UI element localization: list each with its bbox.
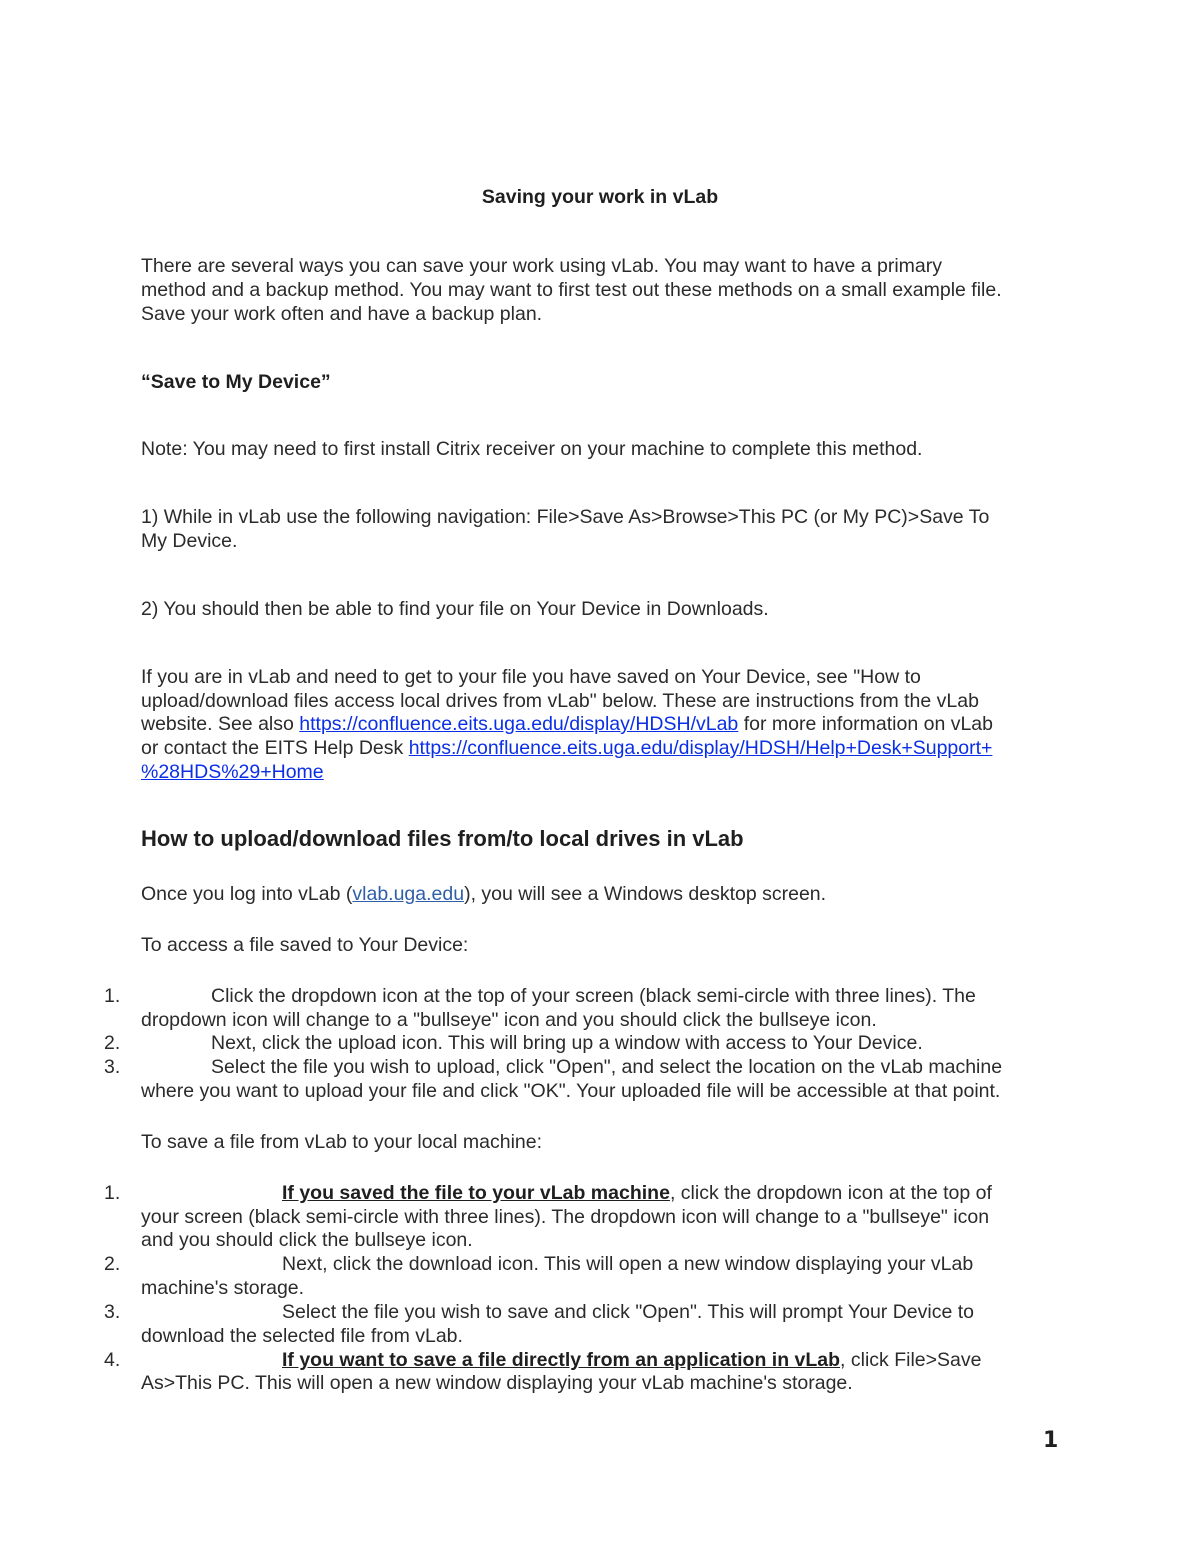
info-paragraph-line bbox=[141, 760, 324, 784]
vlab-link[interactable]: vlab.uga.edu bbox=[352, 883, 465, 905]
step-1-line: 1) While in vLab use the following navigation: File>Save As>Browse>This PC (or My PC)>Save To bbox=[141, 506, 990, 528]
emphasis-text: If you want to save a file directly from an application in vLab bbox=[282, 1349, 841, 1371]
list-number: 3. bbox=[104, 1056, 121, 1078]
list-number: 2. bbox=[104, 1253, 121, 1275]
login-line bbox=[141, 882, 826, 906]
list-item-line: Select the file you wish to save and click "Open". This will prompt Your Device to bbox=[282, 1301, 974, 1323]
login-text: Once you log into vLab ( bbox=[141, 883, 353, 905]
access-heading: To access a file saved to Your Device: bbox=[141, 934, 469, 956]
list-item-line: Next, click the upload icon. This will bring up a window with access to Your Device. bbox=[211, 1032, 923, 1054]
login-text: ), you will see a Windows desktop screen. bbox=[464, 883, 827, 905]
note-text: Note: You may need to first install Citrix receiver on your machine to complete this method. bbox=[141, 438, 923, 460]
help-desk-link[interactable]: https://confluence.eits.uga.edu/display/HDSH/Help+Desk+Support+ bbox=[408, 737, 993, 759]
how-to-heading: How to upload/download files from/to local drives in vLab bbox=[141, 826, 744, 851]
list-item-line: As>This PC. This will open a new window displaying your vLab machine's storage. bbox=[141, 1372, 853, 1394]
vlab-confluence-link[interactable]: https://confluence.eits.uga.edu/display/HDSH/vLab bbox=[299, 713, 739, 735]
list-item-text: , click the dropdown icon at the top of bbox=[669, 1182, 992, 1204]
info-paragraph-line: upload/download files access local drives from vLab" below. These are instructions from the vLab bbox=[141, 690, 979, 712]
list-item-line: machine's storage. bbox=[141, 1277, 305, 1299]
list-item-line: Next, click the download icon. This will open a new window displaying your vLab bbox=[282, 1253, 974, 1275]
list-item-line bbox=[282, 1181, 992, 1205]
step-1-line: My Device. bbox=[141, 530, 238, 552]
list-number: 1. bbox=[104, 985, 121, 1007]
info-paragraph-line bbox=[141, 736, 992, 760]
list-item-line: Select the file you wish to upload, click "Open", and select the location on the vLab machine bbox=[211, 1056, 1003, 1078]
list-number: 2. bbox=[104, 1032, 121, 1054]
list-item-line: download the selected file from vLab. bbox=[141, 1325, 463, 1347]
intro-line: Save your work often and have a backup plan. bbox=[141, 303, 543, 325]
list-item-line: dropdown icon will change to a "bullseye" icon and you should click the bullseye icon. bbox=[141, 1009, 877, 1031]
list-number: 3. bbox=[104, 1301, 121, 1323]
list-item-text: , click File>Save bbox=[840, 1349, 982, 1371]
emphasis-text: If you saved the file to your vLab machine bbox=[282, 1182, 670, 1204]
list-item-line: your screen (black semi-circle with three lines). The dropdown icon will change to a "bullseye" icon bbox=[141, 1206, 990, 1228]
page-title: Saving your work in vLab bbox=[481, 186, 719, 208]
list-number: 1. bbox=[104, 1182, 121, 1204]
list-item-line: and you should click the bullseye icon. bbox=[141, 1229, 473, 1251]
intro-line: There are several ways you can save your work using vLab. You may want to have a primary bbox=[141, 255, 942, 277]
page-number: 1 bbox=[1043, 1428, 1059, 1453]
help-desk-link-continued[interactable]: %28HDS%29+Home bbox=[141, 761, 324, 783]
info-paragraph-line bbox=[141, 712, 993, 736]
list-number: 4. bbox=[104, 1349, 121, 1371]
save-to-device-heading: “Save to My Device” bbox=[141, 371, 331, 393]
info-text: website. See also bbox=[141, 713, 300, 735]
list-item-line: Click the dropdown icon at the top of your screen (black semi-circle with three lines). The bbox=[211, 985, 976, 1007]
intro-line: method and a backup method. You may want to first test out these methods on a small example file. bbox=[141, 279, 1002, 301]
step-2-text: 2) You should then be able to find your file on Your Device in Downloads. bbox=[141, 598, 769, 620]
list-item-line: where you want to upload your file and click "OK". Your uploaded file will be accessible at that point. bbox=[141, 1080, 1001, 1102]
save-local-heading: To save a file from vLab to your local machine: bbox=[141, 1131, 543, 1153]
list-item-line bbox=[282, 1348, 981, 1372]
info-text: or contact the EITS Help Desk bbox=[141, 737, 409, 759]
info-paragraph-line: If you are in vLab and need to get to your file you have saved on Your Device, see "How to bbox=[141, 666, 921, 688]
info-text: for more information on vLab bbox=[738, 713, 993, 735]
